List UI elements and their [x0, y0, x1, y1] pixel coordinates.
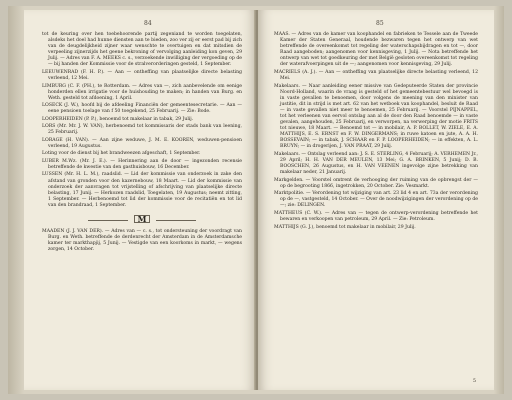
index-entry: Makelaars. — Ontslag verleend aan: J. S. E. STERLING, 4 Februarij; A. VERHEMEN Jr., 29 April; H. H. VAN DER MEULEN, 13 Mei; G. A. BRINKEN, 5 Junij; D. B. BOOSCHEN, 26 Augustus, en H. VAN VEENEN ingevolge zijne betrekking van makelaar neder, 21 Januarij. [274, 151, 478, 176]
left-page-number: 84 [144, 20, 152, 27]
section-letter: M [134, 215, 151, 223]
index-entry: Marktpolitie. — Verordening tot wijziging van art. 23 lid 4 en art. 73a der verordening op de —, vastgesteld, 14 October. — Over de noodwijzigingen der verordening op de —; zie: DELINGEN. [274, 191, 478, 209]
index-entry: LORAGE (H. VAN). — Aan zijne weduwe, J. M. E. KOOREN, weduwen-pensioen verleend, 19 Augustus. [42, 137, 242, 149]
index-entry: Loting voor de dienst bij het brandweezen afgeschaft, 1 September. [42, 151, 201, 157]
index-entry: LOOPERHEIDEN (P. P.), benoemd tot makelaar in tabak, 29 Julij. [42, 116, 194, 122]
index-entry: LUSSEN (Mr. H. L. M.), raadslid. — Lid der kommissie van onderzoek in zake den afstand van gronden voor den kazernebouw, 18 Maart. — Lid der kommissie van onderzoek der aanvragen tot vrijstelling of afschrijving van plaatselijke directe belasting, 17 Junij. — Herkozen raadslid, Toegelaten, 19 Augustus; neemt zitting, 1 September. — Herbenoemd tot lid der kommissie voor de recitatiën en tot lid van den brandraad, 1 September. [42, 172, 242, 208]
index-entry: MATTHEUS (C. W.). — Adres van — tegen de ontwerp-verordening betreffende het bewaren en verkoopen van petroleum, 29 April. — Zie: Petroleum. [274, 210, 478, 223]
index-entry: LEEUWENRAD (F. H. P.). — Aan — ontheffing van plaatselijke directe belasting verleend, 12 Mei. [42, 69, 242, 82]
right-page-number: 85 [376, 20, 384, 27]
section-letter-heading [42, 215, 242, 223]
index-entry: MATTHIJS (G. J.), benoemd tot makelaar in mobilair, 29 Julij. [274, 224, 416, 230]
right-page-text [274, 32, 478, 232]
index-entry: MACRIELS (A. J.). — Aan — ontheffing van plaatselijke directe belasting verleend, 12 Mei. [274, 69, 478, 82]
signature-mark: 5 [472, 378, 476, 384]
index-entry: LUBER M.Wz. (Mr. J. E.). — Herinnering aan de door — ingezonden recensie betreffende de kwestie van den gasthuisbouw, 16 December. [42, 158, 242, 170]
index-entry: Markgelden. — Voorstel omtrent de verhooging der ruiming van de opbrengst der — op de begrooting 1866, ingetrokken, 20 October. Zie: Vesmarkt. [274, 177, 478, 189]
book-edge-left [8, 6, 24, 394]
left-page-text [42, 32, 242, 255]
open-book [8, 6, 504, 394]
index-entry: tot de keuring over hen toebehoorende partij zegeniand te worden toegelaten, alsdeks het doel had hunne diensten aan te bieden, zoo ver zij er eerst pad bij zich van de deugdelijkheid zijner waar wenschte te overtuigen en dat mitsdien de verpeeling zijnerzijds het geene bekroning of vervolging aanleiding kon geven, 29 Julij. — Adres van F. A. MEEKS c. s., verzoekende inwilliging der vergoeding op de — bij handen der Kommissie voor de stralverorderingen gesteld, 1 September. [42, 32, 242, 68]
index-entry: Makelaars. — Naar aanleiding eener missive van Gedeputeerde Staten der provincie Noord-Holland, waarin de vraag is gesteld of het gemeentebestuur wel bevoegd is in vaste gevallen te benoemen, door volgens de meening van den minister van justitie, dit in strijd is met art. 62 van het wetboek van koophandel, besluit de Raad — in vaste gevallen niet meer te benoemen, 25 Februarij. — Voorstel PIJNAPPEL, tot het verleenen van eervol ontslag aan al de door den Raad benoemde — in vaste gevalen, aangehouden, 25 Februarij, en verworpen, na verwerping der motie FRITS tot nieuwe, 18 Maart. — Benoemd tot — in mobilair, A. P. BOLLET, W. ZIELE, E. A. MATTHIJS, E. S. ERNST en F. W. DINGERMANS; in ruwe katoen en jute, A. A. H. BOSSEVAIN; — in tabak, J. SCHAAR en F. P. LOOPERHEIDEN; — in effekten, A. L. BRUYN; — in drogerijen, J. VAN PRAAT, 29 Julij. [274, 83, 478, 150]
index-entry: LIMBURG (C. F. (PH.), te Rotterdam. — Adres van —, zich aanbevelende om eenige honderden ellen irrigatie voor de huishouding te maken; in handen van Burg. en Weth. gesteld tot afdoening, 1 April. [42, 83, 242, 101]
index-entry: MAADEN (J. J. VAN DER). — Adres van — c. s., tot ondersteuning der voordragt van Burg. en Weth. betreffende de derdenrecht der Amsterdam in de Amsterdamsche kamer ter markthapjij, 5 Junij. — Vestigde van een koorkoms in markt, — wegens zorgen, 14 October. [42, 229, 242, 253]
left-page [24, 10, 256, 390]
index-entry: MAAS. — Adres van de kamer van koophandel en fabrieken te Tessele aan de Tweede Kamer der Staten Generaal, houdende bezwaren tegen het ontwerp van wet betreffende de overeenkomst tot regeling der waterschapsbijdragen en tot —, door Raad aangeboden; aangenomen voor kennisgeving, 1 Julij. — Nota betreffende het ontwerp van wet tot goedkeuring der met België gesloten overeenkomst tot regeling der waterafvoerpingen uit de —; aangenomen voor kennisgeving, 29 Julij. [274, 32, 478, 68]
right-page [258, 10, 494, 390]
index-entry: LORS (Mr. Mr. J. W. VAN), herbenoemd tot kommissaris der stads bank van leening, 25 Februarij. [42, 124, 242, 136]
index-entry: LOSECK (J. W.), hoofd bij de afdeeling Financiën der gemeentesecretarie. — Aan — eene pensioen toelage van f 50 toegekend, 25 Februarij. — Zie: Bode. [42, 103, 242, 115]
book-edge-right [494, 6, 504, 394]
